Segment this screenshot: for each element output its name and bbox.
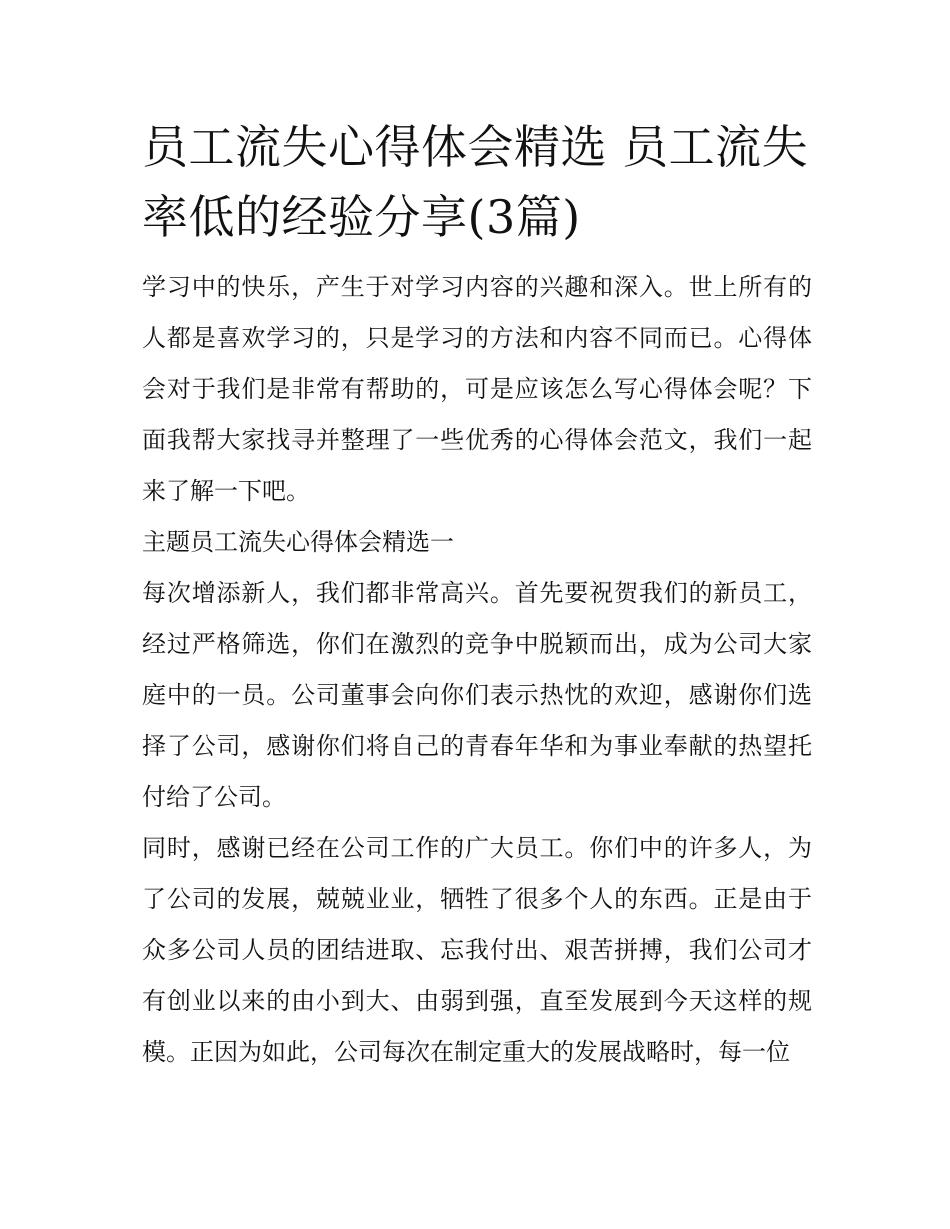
intro-paragraph: 学习中的快乐，产生于对学习内容的兴趣和深入。世上所有的人都是喜欢学习的，只是学习的方法和内容不同而已。心得体会对于我们是非常有帮助的，可是应该怎么写心得体会呢？下面我帮大家找寻并整理了一些优秀的心得体会范文，我们一起来了解一下吧。 (142, 273, 812, 505)
document-title: 员工流失心得体会精选 员工流失率低的经验分享(3篇) (142, 120, 809, 244)
section-heading: 主题员工流失心得体会精选一 (142, 528, 454, 556)
document-page (142, 112, 812, 1078)
body-paragraph: 每次增添新人，我们都非常高兴。首先要祝贺我们的新员工，经过严格筛选，你们在激烈的竞争中脱颖而出，成为公司大家庭中的一员。公司董事会向你们表示热忱的欢迎，感谢你们选择了公司，感谢你们将自己的青春年华和为事业奉献的热望托付给了公司。 (142, 579, 812, 811)
document-body (142, 262, 812, 1078)
body-paragraph: 同时，感谢已经在公司工作的广大员工。你们中的许多人，为了公司的发展，兢兢业业，牺牲了很多个人的东西。正是由于众多公司人员的团结进取、忘我付出、艰苦拼搏，我们公司才有创业以来的由小到大、由弱到强，直至发展到今天这样的规模。正因为如此，公司每次在制定重大的发展战略时，每一位 (142, 834, 812, 1066)
